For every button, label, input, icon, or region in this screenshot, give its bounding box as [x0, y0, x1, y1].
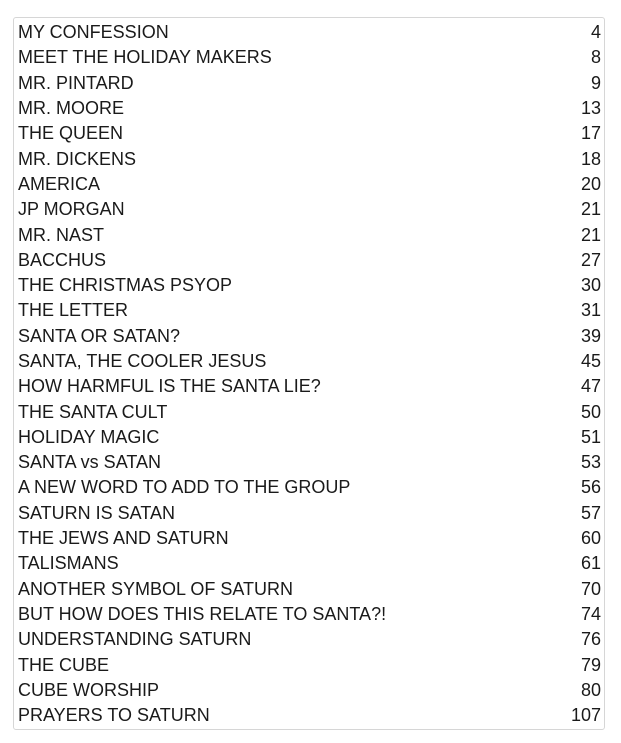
toc-entry[interactable] [18, 273, 601, 298]
toc-entry-page: 21 [580, 224, 601, 245]
toc-entry[interactable] [18, 399, 601, 424]
toc-entry-title: THE CUBE [18, 654, 110, 675]
toc-entry-title: SANTA OR SATAN? [18, 325, 181, 346]
toc-entry-title: BUT HOW DOES THIS RELATE TO SANTA?! [18, 603, 387, 624]
toc-entry[interactable] [18, 45, 601, 70]
toc-entry-page: 39 [580, 325, 601, 346]
toc-entry-title: MR. PINTARD [18, 72, 134, 93]
toc-entry[interactable] [18, 71, 601, 96]
toc-entry-page: 45 [580, 351, 601, 371]
toc-entry[interactable] [18, 703, 601, 728]
toc-entry-page: 56 [580, 477, 601, 498]
toc-entry[interactable] [18, 652, 601, 677]
toc-entry-page: 8 [590, 47, 601, 68]
toc-entry[interactable] [18, 602, 601, 627]
toc-entry-title: PRAYERS TO SATURN [18, 705, 210, 726]
toc-entry-page: 51 [580, 426, 601, 447]
toc-entry-title: UNDERSTANDING SATURN [18, 629, 252, 650]
toc-entry-page: 107 [570, 705, 601, 726]
toc-entry-page: 50 [580, 401, 601, 422]
toc-entry-title: A NEW WORD TO ADD TO THE GROUP [18, 477, 351, 498]
toc-entry[interactable] [18, 197, 601, 222]
toc-entry[interactable] [18, 475, 601, 500]
toc-entry[interactable] [18, 96, 601, 121]
toc-entry[interactable] [18, 577, 601, 602]
toc-entry-page: 4 [590, 22, 601, 43]
toc-entry-title: BACCHUS [18, 249, 107, 270]
toc-entry[interactable] [18, 526, 601, 551]
toc-entry-title: SANTA, THE COOLER JESUS [18, 351, 267, 371]
toc-entry[interactable] [18, 324, 601, 349]
toc-entry-page: 60 [580, 528, 601, 549]
toc-entry-title: THE CHRISTMAS PSYOP [18, 275, 233, 296]
toc-entry-page: 31 [580, 300, 601, 321]
toc-entry[interactable] [18, 146, 601, 171]
toc-entry[interactable] [18, 551, 601, 576]
toc-entry-title: THE QUEEN [18, 123, 124, 144]
toc-entry-title: HOW HARMFUL IS THE SANTA LIE? [18, 376, 321, 397]
toc-entry[interactable] [18, 121, 601, 146]
toc-entry-title: MR. DICKENS [18, 148, 137, 169]
toc-entry-page: 13 [580, 98, 601, 119]
toc-entry-page: 47 [580, 376, 601, 397]
toc-entry[interactable] [18, 374, 601, 399]
toc-entry-title: THE LETTER [18, 300, 129, 321]
toc-entry-page: 27 [580, 249, 601, 270]
toc-entry[interactable] [18, 20, 601, 45]
toc-entry[interactable] [18, 298, 601, 323]
toc-entry-page: 61 [580, 553, 601, 574]
table-of-contents [13, 17, 605, 730]
toc-entry[interactable] [18, 627, 601, 652]
toc-entry-page: 57 [580, 502, 601, 523]
toc-entry-title: AMERICA [18, 173, 101, 194]
toc-entry[interactable] [18, 248, 601, 273]
toc-entry[interactable] [18, 425, 601, 450]
toc-entry-title: MY CONFESSION [18, 22, 169, 43]
toc-entry-title: SANTA vs SATAN [18, 452, 162, 473]
toc-entry-title: ANOTHER SYMBOL OF SATURN [18, 578, 294, 599]
toc-entry[interactable] [18, 349, 601, 374]
toc-entry-title: HOLIDAY MAGIC [18, 426, 160, 447]
toc-entry-title: MR. MOORE [18, 98, 124, 119]
toc-entry-title: THE SANTA CULT [18, 401, 168, 422]
toc-entry[interactable] [18, 450, 601, 475]
toc-entry[interactable] [18, 501, 601, 526]
toc-entry[interactable] [18, 678, 601, 703]
toc-entry-title: MR. NAST [18, 224, 105, 245]
toc-entry-page: 80 [580, 679, 601, 700]
toc-entry-page: 20 [580, 173, 601, 194]
toc-entry-page: 70 [580, 578, 601, 599]
toc-entry-page: 79 [580, 654, 601, 675]
toc-entry-page: 18 [580, 148, 601, 169]
toc-entry-title: THE JEWS AND SATURN [18, 528, 229, 549]
toc-entry-page: 74 [580, 603, 601, 624]
toc-entry-page: 21 [580, 199, 601, 220]
toc-entry-title: CUBE WORSHIP [18, 679, 160, 700]
toc-entry-page: 9 [590, 72, 601, 93]
toc-entry-page: 53 [580, 452, 601, 473]
toc-entry-page: 76 [580, 629, 601, 650]
toc-entry[interactable] [18, 172, 601, 197]
toc-entry-title: MEET THE HOLIDAY MAKERS [18, 47, 272, 68]
toc-entry-page: 17 [580, 123, 601, 144]
toc-entry-title: JP MORGAN [18, 199, 125, 220]
toc-entry[interactable] [18, 222, 601, 247]
toc-entry-title: SATURN IS SATAN [18, 502, 176, 523]
toc-entry-page: 30 [580, 275, 601, 296]
toc-entry-title: TALISMANS [18, 553, 119, 574]
